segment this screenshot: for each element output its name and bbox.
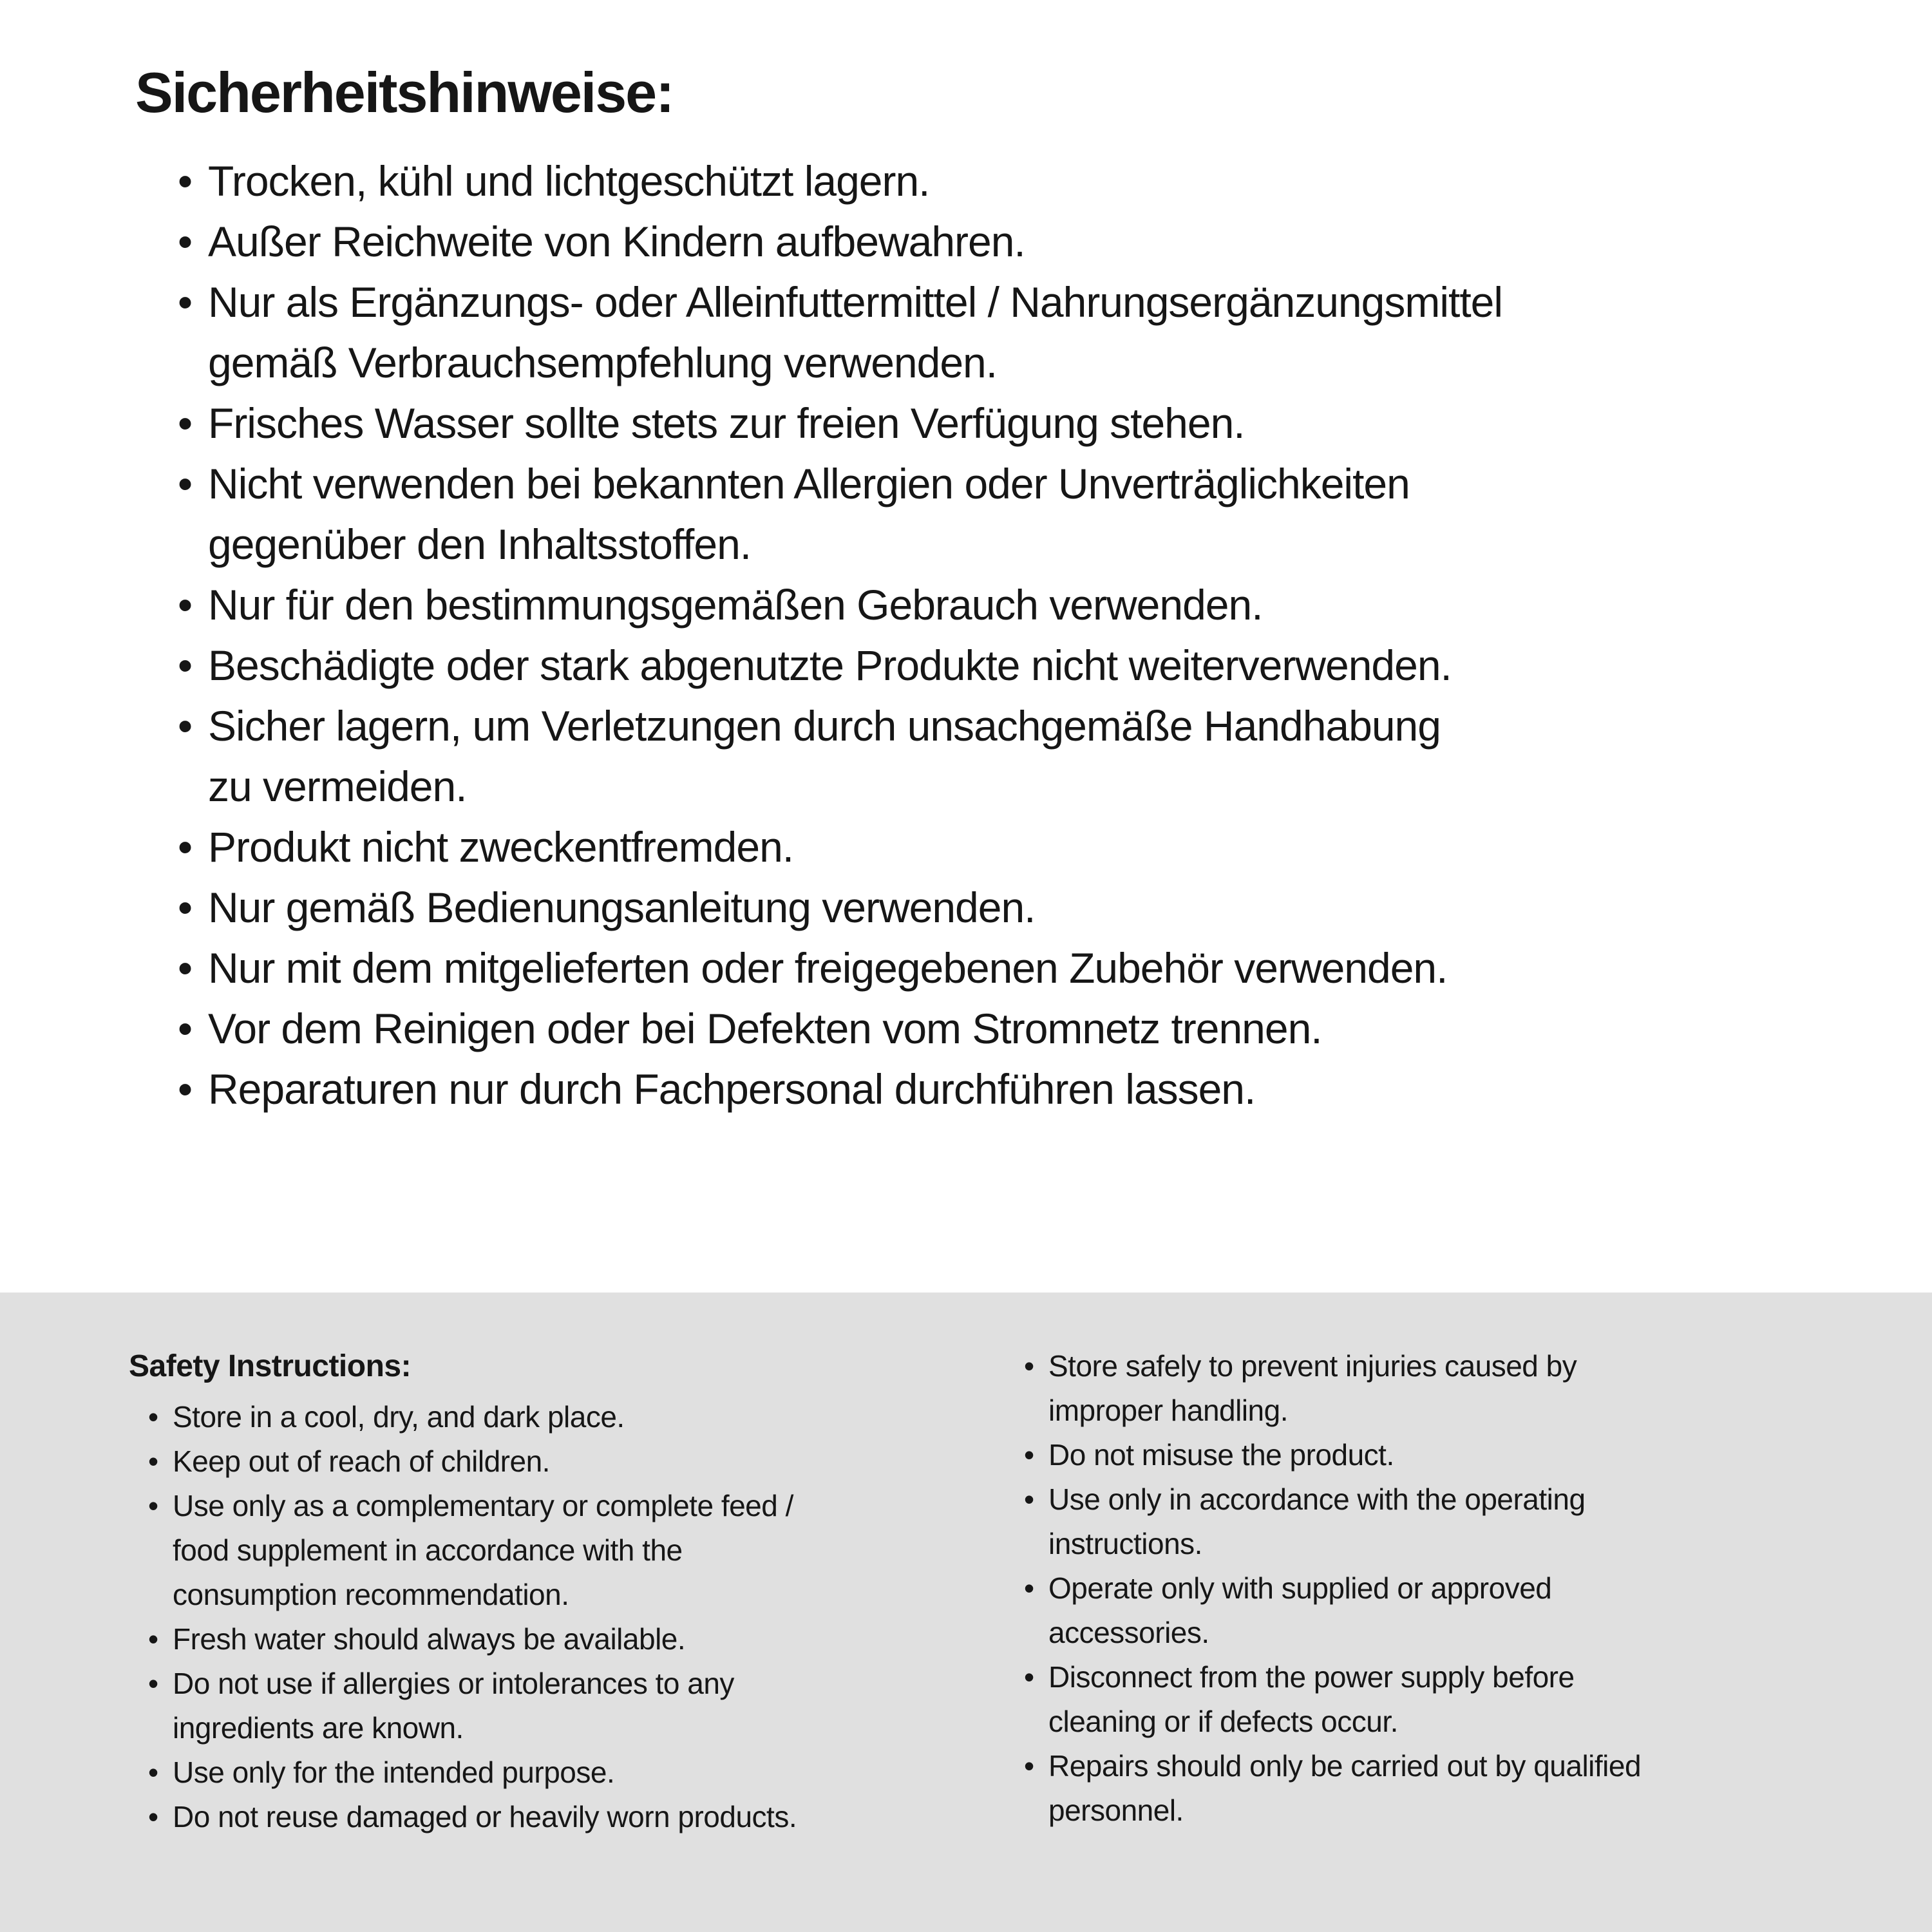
list-item [1024, 1566, 1855, 1655]
list-item [178, 151, 1855, 211]
bullet-dot-icon: • [1024, 1349, 1034, 1383]
bullet-text: Nicht verwenden bei bekannten Allergien oder Unverträglichkeiten gegenüber den Inhaltsstoffen. [208, 460, 1410, 568]
bullet-dot-icon: • [148, 1756, 158, 1789]
list-item [178, 877, 1855, 938]
list-item [148, 1395, 985, 1439]
bullet-text: Sicher lagern, um Verletzungen durch unsachgemäße Handhabung zu vermeiden. [208, 702, 1441, 810]
bullet-text: Nur mit dem mitgelieferten oder freigegebenen Zubehör verwenden. [208, 944, 1448, 992]
bullet-dot-icon: • [1024, 1660, 1034, 1694]
bullet-dot-icon: • [1024, 1438, 1034, 1472]
bullet-dot-icon: • [148, 1489, 158, 1522]
bullet-dot-icon: • [148, 1800, 158, 1833]
bullet-text: Nur für den bestimmungsgemäßen Gebrauch verwenden. [208, 581, 1263, 629]
bullet-dot-icon: • [178, 399, 193, 447]
bullet-dot-icon: • [148, 1622, 158, 1656]
bullet-text: Trocken, kühl und lichtgeschützt lagern. [208, 157, 930, 205]
bullet-dot-icon: • [178, 460, 193, 507]
bullet-dot-icon: • [178, 884, 193, 931]
bullet-dot-icon: • [178, 1065, 193, 1113]
list-item [178, 393, 1855, 453]
bullet-text: Use only for the intended purpose. [173, 1756, 615, 1789]
bullet-text: Repairs should only be carried out by qualified personnel. [1048, 1749, 1642, 1827]
bullet-text: Nur als Ergänzungs- oder Alleinfuttermittel / Nahrungsergänzungsmittel gemäß Verbrauchsempfehlung verwenden. [208, 278, 1503, 386]
list-item [1024, 1744, 1855, 1833]
list-item [148, 1439, 985, 1484]
bullet-dot-icon: • [1024, 1571, 1034, 1605]
list-item [148, 1662, 985, 1750]
list-item [178, 272, 1855, 393]
list-item [178, 998, 1855, 1059]
bullet-text: Fresh water should always be available. [173, 1622, 686, 1656]
bullet-text: Disconnect from the power supply before cleaning or if defects occur. [1048, 1660, 1575, 1738]
bullet-text: Do not misuse the product. [1048, 1438, 1394, 1472]
english-section-title: Safety Instructions: [129, 1349, 412, 1383]
bullet-text: Reparaturen nur durch Fachpersonal durchführen lassen. [208, 1065, 1256, 1113]
list-item [178, 938, 1855, 998]
bullet-text: Use only as a complementary or complete feed / food supplement in accordance with the consumption recommendation. [173, 1489, 793, 1611]
german-section-title: Sicherheitshinweise: [135, 61, 674, 124]
bullet-text: Außer Reichweite von Kindern aufbewahren. [208, 218, 1025, 265]
english-right-bullet-list [1024, 1344, 1855, 1833]
bullet-dot-icon: • [1024, 1749, 1034, 1783]
english-left-column [129, 1344, 985, 1839]
bullet-text: Nur gemäß Bedienungsanleitung verwenden. [208, 884, 1036, 931]
list-item [178, 1059, 1855, 1119]
list-item [178, 696, 1855, 817]
bullet-text: Store in a cool, dry, and dark place. [173, 1400, 625, 1434]
list-item [148, 1795, 985, 1839]
bullet-text: Store safely to prevent injuries caused by improper handling. [1048, 1349, 1577, 1427]
bullet-text: Beschädigte oder stark abgenutzte Produkte nicht weiterverwenden. [208, 641, 1452, 689]
list-item [178, 817, 1855, 877]
bullet-dot-icon: • [178, 1005, 193, 1052]
bullet-dot-icon: • [178, 218, 193, 265]
bullet-text: Vor dem Reinigen oder bei Defekten vom Stromnetz trennen. [208, 1005, 1322, 1052]
bullet-text: Keep out of reach of children. [173, 1444, 550, 1478]
list-item [178, 635, 1855, 696]
bullet-dot-icon: • [148, 1400, 158, 1434]
english-right-column [1024, 1344, 1855, 1833]
english-columns [129, 1344, 1855, 1839]
list-item [1024, 1477, 1855, 1566]
english-safety-section [0, 1293, 1932, 1932]
bullet-dot-icon: • [148, 1667, 158, 1700]
bullet-text: Frisches Wasser sollte stets zur freien Verfügung stehen. [208, 399, 1245, 447]
bullet-text: Use only in accordance with the operating instructions. [1048, 1482, 1586, 1560]
bullet-text: Do not use if allergies or intolerances to any ingredients are known. [173, 1667, 734, 1745]
list-item [148, 1484, 985, 1617]
english-left-bullet-list [148, 1395, 985, 1839]
list-item [178, 453, 1855, 574]
list-item [1024, 1433, 1855, 1477]
bullet-dot-icon: • [178, 581, 193, 629]
list-item [1024, 1655, 1855, 1744]
bullet-dot-icon: • [178, 641, 193, 689]
list-item [148, 1617, 985, 1662]
bullet-dot-icon: • [178, 702, 193, 750]
bullet-text: Do not reuse damaged or heavily worn products. [173, 1800, 797, 1833]
bullet-dot-icon: • [148, 1444, 158, 1478]
bullet-dot-icon: • [1024, 1482, 1034, 1516]
list-item [178, 211, 1855, 272]
bullet-dot-icon: • [178, 823, 193, 871]
bullet-text: Operate only with supplied or approved accessories. [1048, 1571, 1552, 1649]
list-item [148, 1750, 985, 1795]
bullet-dot-icon: • [178, 278, 193, 326]
bullet-dot-icon: • [178, 157, 193, 205]
list-item [178, 574, 1855, 635]
german-bullet-list [178, 151, 1855, 1119]
list-item [1024, 1344, 1855, 1433]
bullet-text: Produkt nicht zweckentfremden. [208, 823, 794, 871]
bullet-dot-icon: • [178, 944, 193, 992]
